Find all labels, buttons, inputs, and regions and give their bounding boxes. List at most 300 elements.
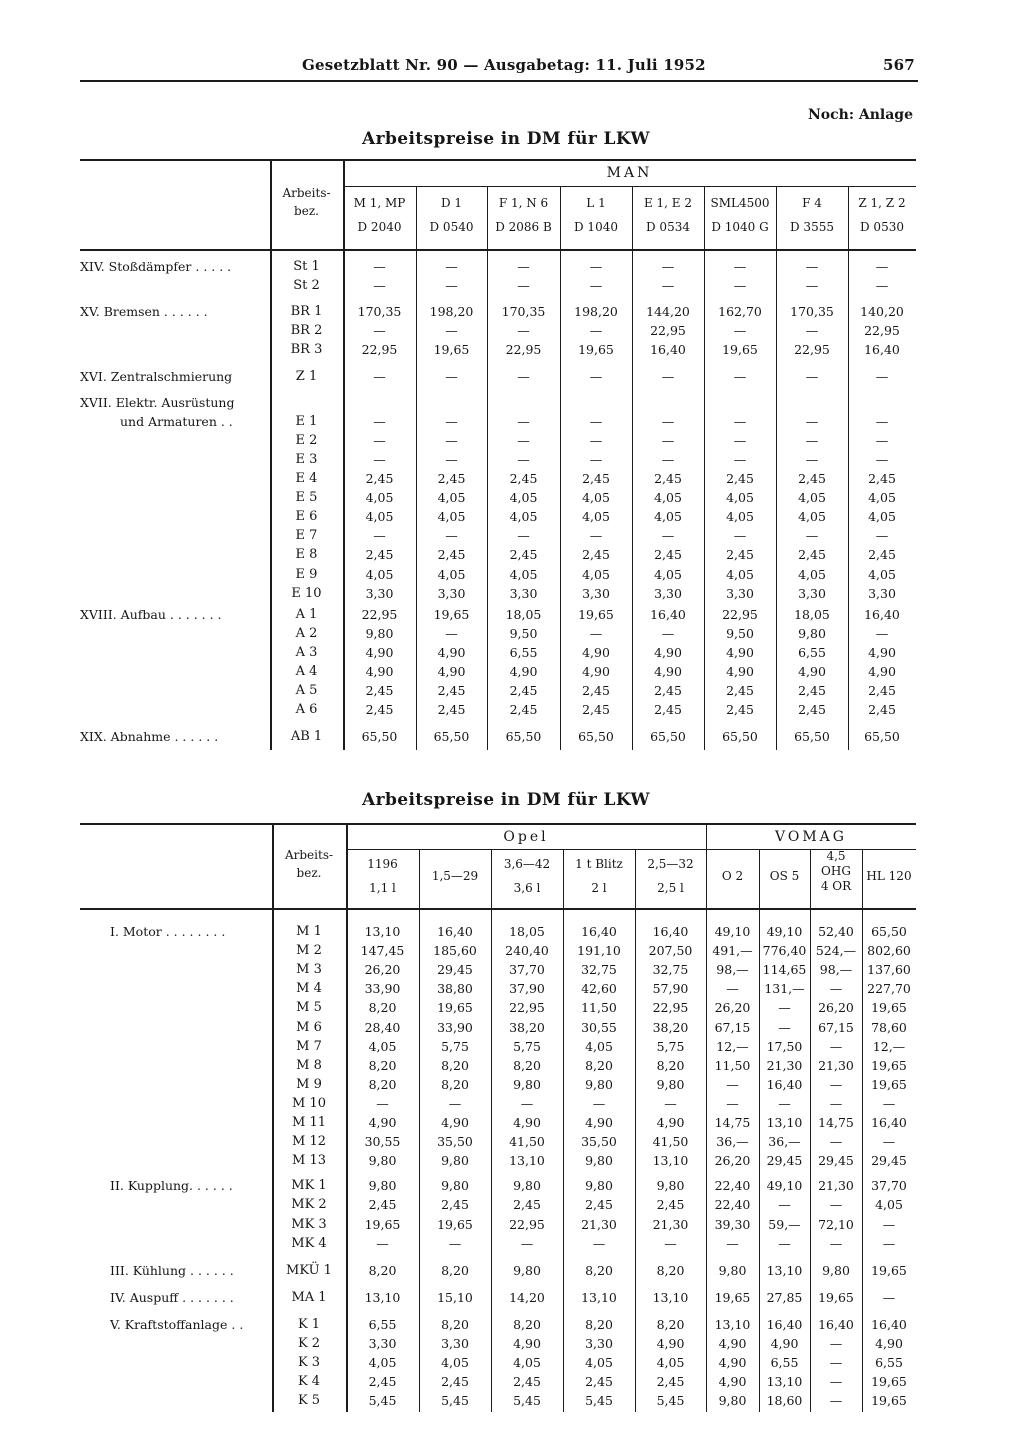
table2-cell: 6,55 [875, 1355, 903, 1371]
table1-cell: 16,40 [864, 342, 900, 358]
table1-cell: 9,80 [365, 625, 394, 641]
table2-cell: 9,80 [585, 1178, 613, 1194]
table2-cell: 22,95 [652, 1000, 689, 1016]
table2-cell: — [829, 1197, 843, 1213]
table2-group-label: VOMAG [775, 829, 847, 845]
table2-cell: 98,— [819, 962, 853, 978]
table2-cell: 240,40 [505, 943, 549, 959]
table2-cell: 13,10 [714, 1316, 751, 1332]
table1-row-code: BR 1 [290, 304, 323, 320]
table1-cell: 22,95 [505, 342, 542, 358]
table1-cell: 144,20 [646, 304, 690, 320]
table2-cell: — [726, 1235, 739, 1251]
table1-cell: — [661, 432, 675, 448]
table2-cell: 4,90 [513, 1115, 541, 1130]
table2-cell: — [592, 1095, 606, 1111]
table2-column-header: HL 120 [866, 869, 912, 883]
table1-cell: — [589, 278, 603, 294]
table1-cell: — [733, 432, 747, 448]
table2-cell: 16,40 [818, 1316, 854, 1332]
table1-cell: 4,90 [726, 644, 754, 660]
table1-cell: — [373, 432, 386, 448]
table2-cell: 8,20 [656, 1316, 685, 1332]
table1-row-code: St 2 [293, 278, 320, 294]
table1-cell: 2,45 [726, 471, 754, 486]
table1-cell: 16,40 [650, 342, 686, 358]
table1-cell: 2,45 [798, 702, 826, 718]
table2-cell: 5,45 [368, 1393, 397, 1409]
table2-cell: — [592, 1235, 606, 1251]
table2-cell: 16,40 [871, 1115, 907, 1130]
table1-row-code: AB 1 [290, 729, 323, 745]
table1-cell: — [661, 528, 675, 544]
table2-cell: — [829, 1355, 843, 1371]
table1-cell: — [517, 259, 530, 274]
table2-cell: — [829, 1134, 843, 1150]
table1-cell: 4,90 [726, 664, 754, 679]
table1-cell: — [733, 528, 747, 544]
table2-column-header: 4 OR [820, 879, 852, 893]
table1-column-header: D 2086 B [495, 220, 552, 234]
table1-cell: 170,35 [501, 304, 546, 320]
table2-column-header: 2,5—32 [647, 857, 694, 871]
table1-cell: 3,30 [509, 585, 538, 601]
table1-cell: — [661, 413, 675, 429]
table2-cell: 19,65 [437, 1216, 473, 1232]
table1-cell: — [373, 278, 386, 294]
table2-cell: — [882, 1216, 896, 1232]
table1-section-label: XVI. Zentralschmierung [80, 368, 233, 384]
table2-cell: 8,20 [585, 1057, 613, 1073]
table1-cell: — [445, 432, 458, 448]
table1-column-header: E 1, E 2 [643, 196, 693, 210]
table2-cell: 2,45 [368, 1374, 397, 1390]
table1-cell: 65,50 [505, 729, 542, 745]
table1-cell: 22,95 [361, 342, 398, 358]
table1-cell: — [517, 528, 530, 544]
table2-cell: 72,10 [818, 1216, 854, 1232]
table2-cell: 22,95 [509, 1000, 545, 1016]
table1-row-code: A 6 [295, 702, 318, 718]
table1-cell: — [805, 413, 819, 429]
table1-cell: 4,05 [582, 566, 610, 582]
table2-cell: 9,80 [368, 1178, 397, 1194]
table2-cell: 26,20 [714, 1153, 751, 1169]
table1-top-rule [80, 159, 916, 161]
table1-cell: 2,45 [654, 702, 682, 718]
table1-column-header: F 1, N 6 [498, 196, 549, 210]
table2-cell: 27,85 [766, 1289, 803, 1305]
table2-column-header: 4,5 [826, 849, 846, 863]
table1-cell: — [517, 432, 530, 448]
table1-cell: 2,45 [868, 547, 896, 563]
table2-column-header: 2 l [591, 881, 607, 895]
table1-cell: 2,45 [654, 471, 682, 486]
table1-cell: 4,90 [437, 664, 466, 679]
table1-cell: — [517, 368, 530, 384]
table2-cell: 2,45 [585, 1197, 613, 1213]
table2-row-code: M 10 [292, 1095, 326, 1111]
table2-cell: 8,20 [368, 1057, 397, 1073]
table1-cell: 19,65 [433, 606, 470, 622]
table2-cell: 98,— [716, 962, 749, 978]
table1-cell: — [589, 413, 603, 429]
table2-cell: 2,45 [585, 1374, 613, 1390]
table1-cell: 18,05 [794, 606, 830, 622]
table1-cell: 4,05 [798, 566, 826, 582]
table2-cell: 37,70 [871, 1178, 907, 1194]
table2-cell: 4,90 [770, 1336, 799, 1351]
table1-header-rule [80, 249, 916, 251]
table2-cell: 137,60 [867, 962, 911, 978]
table2-cell: 13,10 [652, 1153, 689, 1169]
table2-cell: — [664, 1095, 677, 1111]
table2-cell: 8,20 [368, 1000, 397, 1016]
table2-column-header: OS 5 [769, 869, 800, 883]
table2-cell: 30,55 [364, 1134, 401, 1150]
table1-cell: 2,45 [582, 683, 610, 699]
table2-cell: 5,45 [441, 1393, 469, 1409]
table1-cell: — [373, 368, 386, 384]
table2-row-code: M 12 [292, 1134, 326, 1150]
table2-cell: 802,60 [867, 943, 911, 959]
table2-cell: 3,30 [441, 1336, 469, 1351]
table2-column-header: OHG [821, 864, 851, 878]
table1-cell: 2,45 [509, 471, 538, 486]
table2-section-label: III. Kühlung . . . . . . [110, 1262, 234, 1278]
table1-cell: 2,45 [654, 683, 682, 699]
table2-cell: 16,40 [766, 1316, 803, 1332]
table1-cell: 4,05 [365, 490, 394, 506]
table1-cell: — [589, 625, 603, 641]
table1-cell: 198,20 [429, 304, 474, 320]
table2-cell: 19,65 [871, 1057, 907, 1073]
table2-cell: — [726, 1076, 739, 1092]
table2-cell: 8,20 [513, 1057, 541, 1073]
table2-cell: — [726, 981, 739, 997]
table1-cell: 19,65 [578, 342, 614, 358]
table1-cell: — [373, 451, 386, 467]
table1-cell: 140,20 [860, 304, 904, 320]
table2-cell: — [829, 1076, 843, 1092]
table2-row-code: K 1 [297, 1316, 321, 1332]
table1-cell: — [805, 278, 819, 294]
table2-cell: 19,65 [871, 1076, 907, 1092]
table1-row-code: BR 3 [290, 342, 323, 358]
table2-group-rule [346, 849, 706, 850]
table2-row-code: MK 4 [291, 1235, 327, 1251]
table2-row-code: K 4 [297, 1374, 321, 1390]
table2-cell: 5,75 [441, 1038, 469, 1054]
table1-cell: — [445, 259, 458, 274]
table2-cell: 42,60 [581, 981, 617, 997]
table1-cell: 9,80 [798, 625, 826, 641]
table2-cell: — [778, 1019, 791, 1035]
table1-cell: — [733, 259, 747, 274]
table2-cell: 49,10 [766, 924, 803, 939]
table1-cell: 2,45 [437, 683, 466, 699]
table2-cell: 5,45 [585, 1393, 613, 1409]
table1-cell: — [589, 528, 603, 544]
table2-cell: 8,20 [441, 1057, 469, 1073]
table1-cell: 3,30 [726, 585, 754, 601]
table2-cell: 2,45 [513, 1197, 541, 1213]
table2-row-code: M 8 [296, 1057, 322, 1073]
table2-cell: 9,80 [585, 1153, 613, 1169]
table2-cell: 14,75 [714, 1115, 751, 1130]
table1-cell: — [875, 413, 889, 429]
table2-cell: 13,10 [766, 1262, 803, 1278]
table2-section-label: I. Motor . . . . . . . . [110, 924, 226, 939]
table2-cell: 19,65 [871, 1393, 907, 1409]
table2-cell: 17,50 [766, 1038, 803, 1054]
table1-section-label: XVII. Elektr. Ausrüstung [80, 394, 235, 410]
table2-cell: 9,80 [441, 1153, 469, 1169]
table2-cell: — [829, 1374, 843, 1390]
table2-row-code: MK 3 [291, 1216, 327, 1232]
table1-cell: 4,90 [365, 644, 394, 660]
table2-cell: 4,05 [585, 1038, 613, 1054]
table2-cell: 30,55 [581, 1019, 617, 1035]
table1-cell: — [661, 368, 675, 384]
table1-cell: — [373, 413, 386, 429]
table2-cell: — [520, 1095, 534, 1111]
table2-cell: — [882, 1235, 896, 1251]
table1-column-header: F 4 [802, 196, 822, 210]
table2-cell: — [778, 1197, 791, 1213]
table1-cell: — [373, 259, 386, 274]
table2-cell: 4,90 [368, 1115, 397, 1130]
table2-cell: 6,55 [368, 1316, 397, 1332]
table2-cell: — [376, 1095, 389, 1111]
table1-cell: — [589, 323, 603, 339]
table2-cell: 9,80 [822, 1262, 850, 1278]
table1-row-code: E 8 [295, 547, 318, 563]
table2-cell: 26,20 [714, 1000, 751, 1016]
table1-cell: — [517, 413, 530, 429]
table2-cell: 29,45 [818, 1153, 854, 1169]
table2-cell: 8,20 [441, 1316, 469, 1332]
table2-cell: 2,45 [368, 1197, 397, 1213]
table2-cell: — [778, 1095, 791, 1111]
table2-cell: 9,80 [441, 1178, 469, 1194]
table2-cell: 4,90 [513, 1336, 541, 1351]
table1-cell: — [445, 323, 458, 339]
table1-cell: 3,30 [437, 585, 466, 601]
table1-column-header: D 1040 [574, 220, 618, 234]
table1-cell: 4,90 [365, 664, 394, 679]
table1-cell: 19,65 [578, 606, 614, 622]
table1-row-code: E 3 [295, 451, 318, 467]
annex-note: Noch: Anlage [808, 107, 914, 123]
table2-row-code: K 3 [297, 1355, 321, 1371]
table1-cell: 2,45 [365, 702, 394, 718]
table1-cell: — [589, 432, 603, 448]
table1-cell: 65,50 [433, 729, 470, 745]
table1-cell: 2,45 [654, 547, 682, 563]
table1-cell: — [517, 451, 530, 467]
table1-row-code: A 4 [295, 664, 318, 679]
table2-column-header: 3,6 l [513, 881, 541, 895]
table1-row-code: St 1 [293, 259, 320, 274]
table1-cell: 4,90 [798, 664, 826, 679]
table2-cell: — [882, 1289, 896, 1305]
table2-cell: — [664, 1235, 677, 1251]
table2-column-header: 2,5 l [657, 881, 684, 895]
table2-cell: 38,80 [437, 981, 473, 997]
table1-cell: — [589, 451, 603, 467]
table2-row-code: MK 2 [291, 1197, 327, 1213]
table1-title: Arbeitspreise in DM für LKW [362, 129, 650, 149]
table2-cell: 37,70 [509, 962, 545, 978]
table2-cell: 2,45 [513, 1374, 541, 1390]
table2-code-header: bez. [296, 866, 322, 880]
table1-section-label: und Armaturen . . [120, 413, 233, 429]
table1-cell: 22,95 [361, 606, 398, 622]
table2-cell: 29,45 [871, 1153, 907, 1169]
table1-cell: 18,05 [505, 606, 542, 622]
table1-cell: 65,50 [722, 729, 758, 745]
table1-column-header: Z 1, Z 2 [858, 196, 906, 210]
table2-row-code: M 13 [292, 1153, 326, 1169]
table2-cell: 9,80 [718, 1262, 747, 1278]
table2-cell: 65,50 [871, 924, 907, 939]
table1-cell: 2,45 [798, 471, 826, 486]
table2-cell: 4,05 [368, 1038, 397, 1054]
table2-header-rule [80, 908, 916, 910]
table1-cell: 4,05 [509, 490, 538, 506]
table1-cell: — [875, 368, 889, 384]
table2-cell: 67,15 [818, 1019, 854, 1035]
table1-cell: — [875, 451, 889, 467]
table1-cell: 4,05 [509, 566, 538, 582]
table1-cell: — [445, 368, 458, 384]
table2-cell: — [829, 1393, 843, 1409]
table1-cell: 9,50 [509, 625, 538, 641]
table2-cell: 3,30 [585, 1336, 613, 1351]
table1-row-code: A 3 [295, 644, 318, 660]
table2-cell: 207,50 [648, 943, 693, 959]
table2-cell: 13,10 [766, 1115, 803, 1130]
table2-cell: 4,90 [718, 1374, 747, 1390]
table1-row-code: A 1 [295, 606, 318, 622]
table1-column-header: D 0530 [860, 220, 904, 234]
table1-cell: 4,05 [798, 490, 826, 506]
table1-cell: 2,45 [509, 702, 538, 718]
table2-cell: — [520, 1235, 534, 1251]
table1-cell: 2,45 [726, 547, 754, 563]
table2-cell: 49,10 [714, 924, 751, 939]
table2-code-header: Arbeits- [284, 848, 334, 862]
table2-cell: 15,10 [437, 1289, 473, 1305]
table1-row-code: E 5 [295, 490, 318, 506]
table2-cell: 67,15 [714, 1019, 751, 1035]
table2-cell: — [726, 1095, 739, 1111]
table1-column-header: D 3555 [790, 220, 834, 234]
table2-cell: 19,65 [364, 1216, 401, 1232]
table2-cell: 11,50 [581, 1000, 617, 1016]
table2-section-label: IV. Auspuff . . . . . . . [110, 1289, 234, 1305]
table1-row-code: E 6 [295, 509, 318, 525]
table1-cell: — [875, 625, 889, 641]
table1-cell: 4,05 [582, 509, 610, 525]
table2-cell: 19,65 [871, 1000, 907, 1016]
page-number: 567 [883, 56, 915, 74]
table2-cell: — [448, 1235, 462, 1251]
table1-cell: 2,45 [365, 683, 394, 699]
table1-cell: 2,45 [868, 702, 896, 718]
table2-cell: 9,80 [656, 1076, 685, 1092]
table2-cell: 59,— [768, 1216, 801, 1232]
table1-cell: — [517, 323, 530, 339]
table1-cell: — [875, 432, 889, 448]
table1-cell: 2,45 [868, 683, 896, 699]
table1-cell: 4,05 [726, 566, 754, 582]
table2-cell: 5,45 [513, 1393, 541, 1409]
table1-cell: — [445, 413, 458, 429]
table2-cell: 185,60 [433, 943, 477, 959]
table2-cell: — [778, 1000, 791, 1016]
table2-cell: 2,45 [656, 1197, 685, 1213]
table1-column-header: D 2040 [357, 220, 402, 234]
table1-cell: 22,95 [794, 342, 830, 358]
table1-cell: — [661, 278, 675, 294]
table2-cell: 5,45 [656, 1393, 685, 1409]
table2-cell: 2,45 [441, 1197, 469, 1213]
table1-column-header: M 1, MP [353, 196, 406, 210]
table1-cell: — [875, 278, 889, 294]
table1-cell: 4,05 [798, 509, 826, 525]
table2-cell: 21,30 [818, 1057, 854, 1073]
table2-row-code: M 9 [296, 1076, 322, 1092]
table1-cell: — [805, 451, 819, 467]
table2-cell: 19,65 [871, 1374, 907, 1390]
table1-cell: 2,45 [509, 683, 538, 699]
table1-cell: — [445, 625, 458, 641]
table1-section-label: XIX. Abnahme . . . . . . [80, 729, 219, 745]
table2-cell: 191,10 [577, 943, 621, 959]
table1-section-label: XVIII. Aufbau . . . . . . . [80, 606, 222, 622]
table1-cell: — [661, 259, 675, 274]
table2-cell: 78,60 [871, 1019, 907, 1035]
table2-cell: 9,80 [656, 1178, 685, 1194]
table2-cell: 9,80 [585, 1076, 613, 1092]
table2-cell: 39,30 [714, 1216, 751, 1232]
table1-cell: 4,90 [654, 664, 682, 679]
table1-cell: — [733, 278, 747, 294]
table1-section-label: XV. Bremsen . . . . . . [80, 304, 208, 320]
table1-cell: 3,30 [654, 585, 682, 601]
table2-cell: 4,05 [441, 1355, 469, 1371]
table2-cell: 19,65 [437, 1000, 473, 1016]
table1-column-header: D 1 [440, 196, 463, 210]
table1-cell: 22,95 [722, 606, 758, 622]
table2-column-header: 1,1 l [369, 881, 396, 895]
table1-row-code: A 2 [295, 625, 318, 641]
table2-cell: — [778, 1235, 791, 1251]
table1-cell: — [805, 432, 819, 448]
table1-cell: — [445, 528, 458, 544]
table2-cell: 35,50 [437, 1134, 473, 1150]
table1-cell: 2,45 [509, 547, 538, 563]
table2-cell: 9,80 [718, 1393, 747, 1409]
table2-cell: 3,30 [368, 1336, 397, 1351]
table1-cell: 4,90 [509, 664, 538, 679]
table2-cell: 29,45 [437, 962, 473, 978]
table2-cell: 8,20 [513, 1316, 541, 1332]
table2-cell: 57,90 [652, 981, 689, 997]
table1-row-code: Z 1 [295, 368, 318, 384]
